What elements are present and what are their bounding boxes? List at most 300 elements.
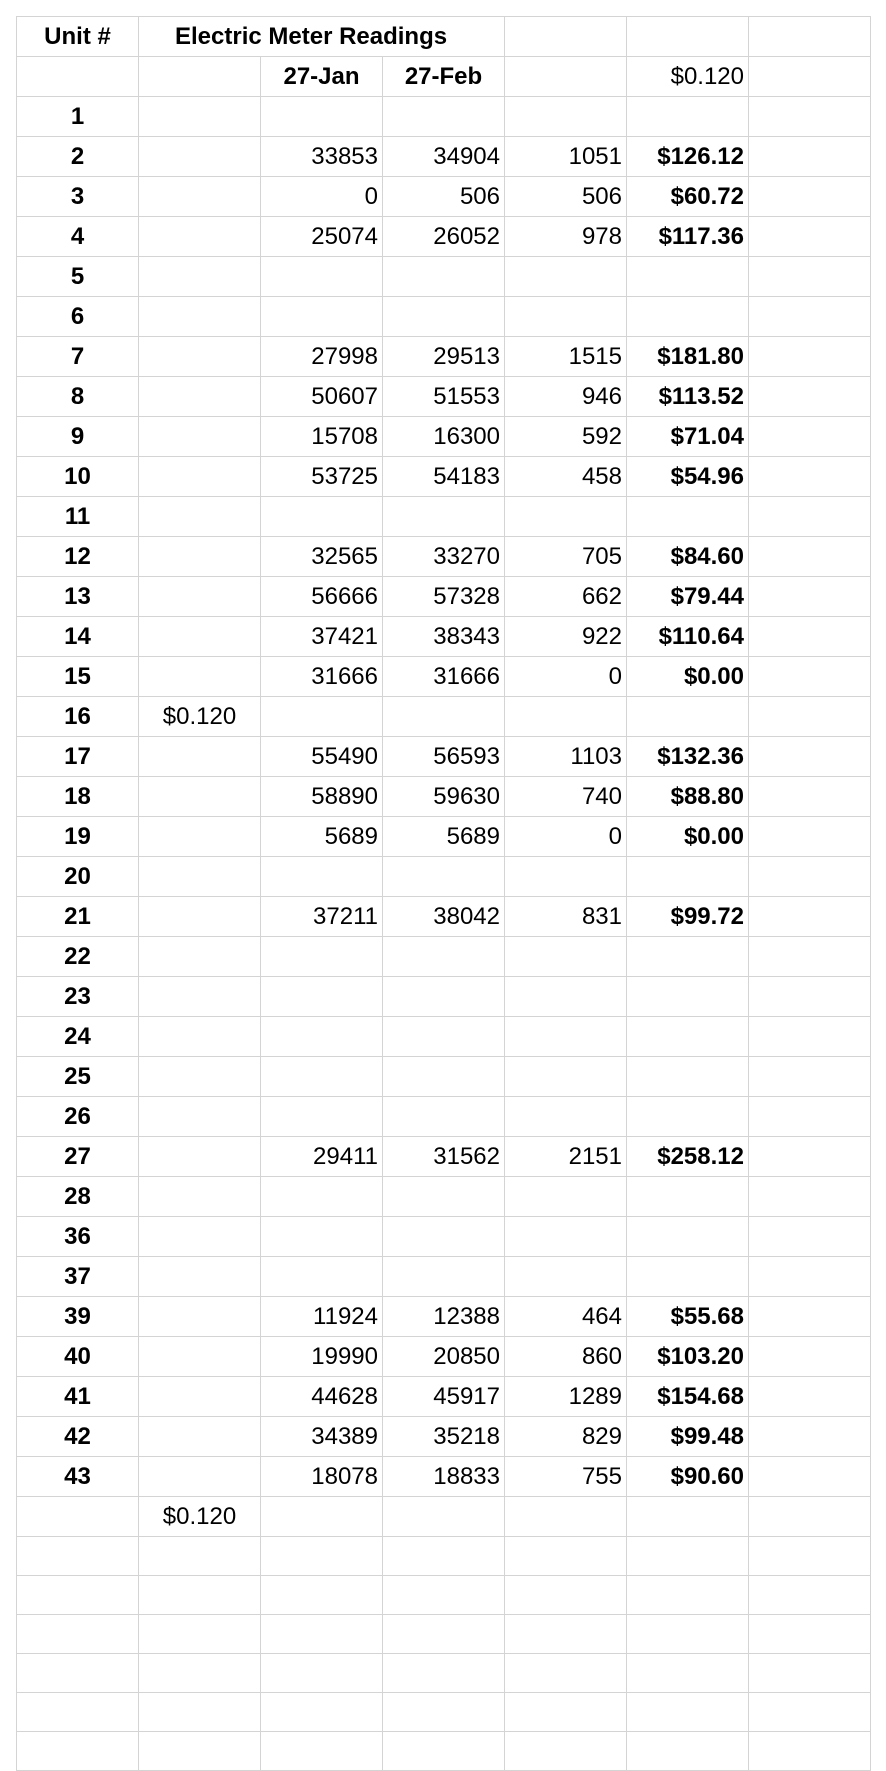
usage-kwh-cell[interactable]: 1103 <box>505 737 627 777</box>
jan-reading-cell[interactable] <box>261 1654 383 1693</box>
empty-cell[interactable] <box>749 57 871 97</box>
unit-number-cell[interactable]: 5 <box>17 257 139 297</box>
cost-cell[interactable]: $110.64 <box>627 617 749 657</box>
unit-number-cell[interactable] <box>17 1654 139 1693</box>
empty-cell[interactable] <box>749 617 871 657</box>
usage-kwh-cell[interactable] <box>505 977 627 1017</box>
usage-kwh-cell[interactable]: 506 <box>505 177 627 217</box>
rate-cell[interactable]: $0.120 <box>627 57 749 97</box>
empty-cell[interactable] <box>749 657 871 697</box>
empty-cell[interactable] <box>749 857 871 897</box>
cost-cell[interactable]: $258.12 <box>627 1137 749 1177</box>
usage-kwh-cell[interactable] <box>505 857 627 897</box>
empty-cell[interactable] <box>749 1017 871 1057</box>
empty-cell[interactable] <box>749 817 871 857</box>
rate-cell[interactable] <box>139 1576 261 1615</box>
jan-reading-cell[interactable]: 19990 <box>261 1337 383 1377</box>
cost-cell[interactable]: $99.48 <box>627 1417 749 1457</box>
unit-number-cell[interactable]: 37 <box>17 1257 139 1297</box>
jan-reading-cell[interactable]: 31666 <box>261 657 383 697</box>
rate-cell[interactable] <box>139 1654 261 1693</box>
cost-cell[interactable]: $154.68 <box>627 1377 749 1417</box>
empty-cell[interactable] <box>749 537 871 577</box>
jan-reading-cell[interactable]: 53725 <box>261 457 383 497</box>
rate-cell[interactable] <box>139 577 261 617</box>
cost-cell[interactable] <box>627 1693 749 1732</box>
usage-kwh-cell[interactable]: 978 <box>505 217 627 257</box>
unit-number-cell[interactable]: 6 <box>17 297 139 337</box>
jan-reading-cell[interactable]: 58890 <box>261 777 383 817</box>
rate-cell[interactable] <box>139 137 261 177</box>
empty-cell[interactable] <box>749 457 871 497</box>
usage-kwh-cell[interactable] <box>505 1097 627 1137</box>
unit-number-cell[interactable]: 17 <box>17 737 139 777</box>
jan-reading-cell[interactable]: 32565 <box>261 537 383 577</box>
unit-number-cell[interactable]: 15 <box>17 657 139 697</box>
usage-kwh-cell[interactable] <box>505 1057 627 1097</box>
rate-cell[interactable] <box>139 857 261 897</box>
usage-kwh-cell[interactable] <box>505 1576 627 1615</box>
unit-number-cell[interactable]: 26 <box>17 1097 139 1137</box>
unit-column-header[interactable]: Unit # <box>17 17 139 57</box>
empty-cell[interactable] <box>749 1177 871 1217</box>
rate-cell[interactable] <box>139 337 261 377</box>
empty-cell[interactable] <box>505 17 627 57</box>
jan-reading-cell[interactable]: 34389 <box>261 1417 383 1457</box>
empty-cell[interactable] <box>749 97 871 137</box>
empty-cell[interactable] <box>749 1057 871 1097</box>
empty-cell[interactable] <box>749 1137 871 1177</box>
rate-cell[interactable] <box>139 1297 261 1337</box>
rate-cell[interactable] <box>139 297 261 337</box>
rate-cell[interactable] <box>139 1693 261 1732</box>
cost-cell[interactable] <box>627 1097 749 1137</box>
usage-kwh-cell[interactable] <box>505 1177 627 1217</box>
rate-cell[interactable] <box>139 217 261 257</box>
usage-kwh-cell[interactable]: 662 <box>505 577 627 617</box>
cost-cell[interactable]: $117.36 <box>627 217 749 257</box>
cost-cell[interactable] <box>627 1017 749 1057</box>
cost-cell[interactable]: $55.68 <box>627 1297 749 1337</box>
usage-kwh-cell[interactable]: 1051 <box>505 137 627 177</box>
feb-reading-cell[interactable]: 29513 <box>383 337 505 377</box>
usage-kwh-cell[interactable] <box>505 1257 627 1297</box>
feb-reading-cell[interactable] <box>383 1732 505 1771</box>
feb-reading-cell[interactable] <box>383 1217 505 1257</box>
rate-cell[interactable] <box>139 1257 261 1297</box>
unit-number-cell[interactable]: 19 <box>17 817 139 857</box>
usage-kwh-cell[interactable]: 2151 <box>505 1137 627 1177</box>
usage-kwh-cell[interactable]: 740 <box>505 777 627 817</box>
rate-cell[interactable] <box>139 377 261 417</box>
usage-kwh-cell[interactable] <box>505 257 627 297</box>
feb-reading-cell[interactable]: 57328 <box>383 577 505 617</box>
unit-number-cell[interactable]: 25 <box>17 1057 139 1097</box>
rate-cell[interactable] <box>139 1017 261 1057</box>
empty-cell[interactable] <box>749 1257 871 1297</box>
cost-cell[interactable]: $90.60 <box>627 1457 749 1497</box>
rate-cell[interactable] <box>139 97 261 137</box>
unit-number-cell[interactable]: 14 <box>17 617 139 657</box>
unit-number-cell[interactable]: 12 <box>17 537 139 577</box>
usage-kwh-cell[interactable] <box>505 297 627 337</box>
cost-cell[interactable]: $181.80 <box>627 337 749 377</box>
jan-reading-cell[interactable] <box>261 1615 383 1654</box>
feb-reading-cell[interactable] <box>383 97 505 137</box>
cost-cell[interactable]: $88.80 <box>627 777 749 817</box>
cost-cell[interactable] <box>627 1217 749 1257</box>
feb-reading-cell[interactable]: 18833 <box>383 1457 505 1497</box>
empty-cell[interactable] <box>749 1497 871 1537</box>
feb-reading-cell[interactable]: 506 <box>383 177 505 217</box>
feb-reading-cell[interactable] <box>383 1576 505 1615</box>
usage-kwh-cell[interactable]: 0 <box>505 657 627 697</box>
jan-reading-cell[interactable]: 27998 <box>261 337 383 377</box>
empty-cell[interactable] <box>749 1576 871 1615</box>
jan-reading-cell[interactable] <box>261 1732 383 1771</box>
rate-cell[interactable] <box>139 537 261 577</box>
cost-cell[interactable] <box>627 1576 749 1615</box>
unit-number-cell[interactable]: 41 <box>17 1377 139 1417</box>
usage-kwh-cell[interactable]: 946 <box>505 377 627 417</box>
rate-cell[interactable] <box>139 817 261 857</box>
unit-number-cell[interactable]: 27 <box>17 1137 139 1177</box>
rate-cell[interactable] <box>139 1337 261 1377</box>
date1-header[interactable]: 27-Jan <box>261 57 383 97</box>
feb-reading-cell[interactable]: 5689 <box>383 817 505 857</box>
usage-kwh-cell[interactable]: 464 <box>505 1297 627 1337</box>
empty-cell[interactable] <box>749 337 871 377</box>
empty-cell[interactable] <box>749 697 871 737</box>
rate-cell[interactable] <box>139 1732 261 1771</box>
empty-cell[interactable] <box>749 497 871 537</box>
jan-reading-cell[interactable] <box>261 937 383 977</box>
empty-cell[interactable] <box>749 1097 871 1137</box>
feb-reading-cell[interactable]: 38343 <box>383 617 505 657</box>
empty-cell[interactable] <box>749 937 871 977</box>
jan-reading-cell[interactable] <box>261 1497 383 1537</box>
rate-cell[interactable] <box>139 1057 261 1097</box>
unit-number-cell[interactable]: 40 <box>17 1337 139 1377</box>
jan-reading-cell[interactable] <box>261 257 383 297</box>
unit-number-cell[interactable]: 9 <box>17 417 139 457</box>
cost-cell[interactable] <box>627 1732 749 1771</box>
usage-kwh-cell[interactable]: 0 <box>505 817 627 857</box>
rate-cell[interactable] <box>139 777 261 817</box>
unit-number-cell[interactable]: 1 <box>17 97 139 137</box>
jan-reading-cell[interactable] <box>261 1537 383 1576</box>
usage-kwh-cell[interactable] <box>505 1615 627 1654</box>
rate-cell[interactable] <box>139 617 261 657</box>
cost-cell[interactable] <box>627 1537 749 1576</box>
jan-reading-cell[interactable] <box>261 857 383 897</box>
unit-number-cell[interactable]: 23 <box>17 977 139 1017</box>
empty-cell[interactable] <box>139 57 261 97</box>
feb-reading-cell[interactable] <box>383 497 505 537</box>
jan-reading-cell[interactable] <box>261 977 383 1017</box>
empty-cell[interactable] <box>749 1417 871 1457</box>
jan-reading-cell[interactable] <box>261 1693 383 1732</box>
cost-cell[interactable] <box>627 697 749 737</box>
jan-reading-cell[interactable]: 37211 <box>261 897 383 937</box>
cost-cell[interactable] <box>627 937 749 977</box>
empty-cell[interactable] <box>749 257 871 297</box>
feb-reading-cell[interactable] <box>383 1615 505 1654</box>
cost-cell[interactable]: $71.04 <box>627 417 749 457</box>
usage-kwh-cell[interactable]: 1289 <box>505 1377 627 1417</box>
feb-reading-cell[interactable]: 31666 <box>383 657 505 697</box>
empty-cell[interactable] <box>749 577 871 617</box>
unit-number-cell[interactable] <box>17 1615 139 1654</box>
cost-cell[interactable]: $0.00 <box>627 657 749 697</box>
cost-cell[interactable] <box>627 1654 749 1693</box>
cost-cell[interactable]: $103.20 <box>627 1337 749 1377</box>
feb-reading-cell[interactable] <box>383 1057 505 1097</box>
cost-cell[interactable]: $60.72 <box>627 177 749 217</box>
rate-cell[interactable] <box>139 1537 261 1576</box>
cost-cell[interactable] <box>627 1057 749 1097</box>
feb-reading-cell[interactable]: 38042 <box>383 897 505 937</box>
unit-number-cell[interactable]: 13 <box>17 577 139 617</box>
rate-cell[interactable] <box>139 657 261 697</box>
rate-cell[interactable] <box>139 177 261 217</box>
rate-cell[interactable] <box>139 457 261 497</box>
jan-reading-cell[interactable] <box>261 1576 383 1615</box>
empty-cell[interactable] <box>749 1615 871 1654</box>
feb-reading-cell[interactable] <box>383 1537 505 1576</box>
jan-reading-cell[interactable]: 33853 <box>261 137 383 177</box>
feb-reading-cell[interactable]: 51553 <box>383 377 505 417</box>
empty-cell[interactable] <box>17 57 139 97</box>
rate-cell[interactable] <box>139 1457 261 1497</box>
jan-reading-cell[interactable] <box>261 1057 383 1097</box>
usage-kwh-cell[interactable]: 922 <box>505 617 627 657</box>
usage-kwh-cell[interactable] <box>505 1732 627 1771</box>
empty-cell[interactable] <box>749 1337 871 1377</box>
usage-kwh-cell[interactable] <box>505 1497 627 1537</box>
cost-cell[interactable]: $132.36 <box>627 737 749 777</box>
empty-cell[interactable] <box>627 17 749 57</box>
rate-cell[interactable] <box>139 1615 261 1654</box>
jan-reading-cell[interactable] <box>261 1217 383 1257</box>
cost-cell[interactable] <box>627 1257 749 1297</box>
rate-cell[interactable] <box>139 897 261 937</box>
rate-cell[interactable] <box>139 1417 261 1457</box>
cost-cell[interactable] <box>627 257 749 297</box>
unit-number-cell[interactable] <box>17 1576 139 1615</box>
rate-cell[interactable] <box>139 1137 261 1177</box>
feb-reading-cell[interactable]: 35218 <box>383 1417 505 1457</box>
usage-kwh-cell[interactable] <box>505 97 627 137</box>
empty-cell[interactable] <box>749 137 871 177</box>
unit-number-cell[interactable] <box>17 1693 139 1732</box>
jan-reading-cell[interactable]: 5689 <box>261 817 383 857</box>
feb-reading-cell[interactable]: 34904 <box>383 137 505 177</box>
feb-reading-cell[interactable] <box>383 1497 505 1537</box>
rate-cell[interactable] <box>139 497 261 537</box>
usage-kwh-cell[interactable] <box>505 1217 627 1257</box>
unit-number-cell[interactable]: 22 <box>17 937 139 977</box>
unit-number-cell[interactable]: 24 <box>17 1017 139 1057</box>
usage-kwh-cell[interactable]: 592 <box>505 417 627 457</box>
rate-cell[interactable]: $0.120 <box>139 1497 261 1537</box>
usage-kwh-cell[interactable]: 705 <box>505 537 627 577</box>
usage-kwh-cell[interactable] <box>505 1654 627 1693</box>
rate-cell[interactable] <box>139 257 261 297</box>
feb-reading-cell[interactable]: 16300 <box>383 417 505 457</box>
cost-cell[interactable] <box>627 1497 749 1537</box>
unit-number-cell[interactable]: 4 <box>17 217 139 257</box>
cost-cell[interactable]: $84.60 <box>627 537 749 577</box>
unit-number-cell[interactable]: 28 <box>17 1177 139 1217</box>
unit-number-cell[interactable] <box>17 1537 139 1576</box>
sheet-title[interactable]: Electric Meter Readings <box>139 17 505 57</box>
empty-cell[interactable] <box>749 977 871 1017</box>
jan-reading-cell[interactable]: 15708 <box>261 417 383 457</box>
jan-reading-cell[interactable]: 11924 <box>261 1297 383 1337</box>
date2-header[interactable]: 27-Feb <box>383 57 505 97</box>
usage-kwh-cell[interactable]: 831 <box>505 897 627 937</box>
cost-cell[interactable] <box>627 1177 749 1217</box>
cost-cell[interactable] <box>627 1615 749 1654</box>
empty-cell[interactable] <box>749 417 871 457</box>
unit-number-cell[interactable]: 20 <box>17 857 139 897</box>
jan-reading-cell[interactable]: 25074 <box>261 217 383 257</box>
empty-cell[interactable] <box>749 897 871 937</box>
empty-cell[interactable] <box>749 1693 871 1732</box>
feb-reading-cell[interactable]: 33270 <box>383 537 505 577</box>
rate-cell[interactable] <box>139 417 261 457</box>
usage-kwh-cell[interactable] <box>505 937 627 977</box>
usage-kwh-cell[interactable] <box>505 1537 627 1576</box>
unit-number-cell[interactable]: 39 <box>17 1297 139 1337</box>
unit-number-cell[interactable]: 7 <box>17 337 139 377</box>
cost-cell[interactable]: $113.52 <box>627 377 749 417</box>
usage-kwh-cell[interactable]: 829 <box>505 1417 627 1457</box>
cost-cell[interactable]: $79.44 <box>627 577 749 617</box>
feb-reading-cell[interactable] <box>383 257 505 297</box>
rate-cell[interactable] <box>139 1217 261 1257</box>
jan-reading-cell[interactable]: 37421 <box>261 617 383 657</box>
empty-cell[interactable] <box>749 1457 871 1497</box>
rate-cell[interactable] <box>139 977 261 1017</box>
unit-number-cell[interactable]: 18 <box>17 777 139 817</box>
feb-reading-cell[interactable] <box>383 1177 505 1217</box>
jan-reading-cell[interactable] <box>261 1017 383 1057</box>
feb-reading-cell[interactable]: 12388 <box>383 1297 505 1337</box>
feb-reading-cell[interactable]: 59630 <box>383 777 505 817</box>
feb-reading-cell[interactable]: 54183 <box>383 457 505 497</box>
jan-reading-cell[interactable] <box>261 97 383 137</box>
usage-kwh-cell[interactable]: 458 <box>505 457 627 497</box>
feb-reading-cell[interactable] <box>383 1693 505 1732</box>
empty-cell[interactable] <box>749 1297 871 1337</box>
usage-kwh-cell[interactable]: 1515 <box>505 337 627 377</box>
jan-reading-cell[interactable] <box>261 1257 383 1297</box>
rate-cell[interactable] <box>139 1177 261 1217</box>
jan-reading-cell[interactable] <box>261 697 383 737</box>
usage-kwh-cell[interactable]: 755 <box>505 1457 627 1497</box>
unit-number-cell[interactable]: 16 <box>17 697 139 737</box>
empty-cell[interactable] <box>749 737 871 777</box>
feb-reading-cell[interactable]: 26052 <box>383 217 505 257</box>
usage-kwh-cell[interactable] <box>505 697 627 737</box>
jan-reading-cell[interactable]: 44628 <box>261 1377 383 1417</box>
jan-reading-cell[interactable] <box>261 297 383 337</box>
cost-cell[interactable] <box>627 297 749 337</box>
empty-cell[interactable] <box>505 57 627 97</box>
empty-cell[interactable] <box>749 1537 871 1576</box>
feb-reading-cell[interactable] <box>383 1654 505 1693</box>
empty-cell[interactable] <box>749 777 871 817</box>
feb-reading-cell[interactable]: 20850 <box>383 1337 505 1377</box>
empty-cell[interactable] <box>749 217 871 257</box>
feb-reading-cell[interactable] <box>383 1017 505 1057</box>
empty-cell[interactable] <box>749 1654 871 1693</box>
unit-number-cell[interactable] <box>17 1732 139 1771</box>
feb-reading-cell[interactable] <box>383 297 505 337</box>
unit-number-cell[interactable]: 2 <box>17 137 139 177</box>
cost-cell[interactable] <box>627 857 749 897</box>
usage-kwh-cell[interactable] <box>505 1017 627 1057</box>
rate-cell[interactable] <box>139 1097 261 1137</box>
feb-reading-cell[interactable]: 31562 <box>383 1137 505 1177</box>
cost-cell[interactable] <box>627 97 749 137</box>
feb-reading-cell[interactable] <box>383 977 505 1017</box>
feb-reading-cell[interactable] <box>383 1097 505 1137</box>
cost-cell[interactable] <box>627 497 749 537</box>
empty-cell[interactable] <box>749 1217 871 1257</box>
unit-number-cell[interactable]: 10 <box>17 457 139 497</box>
jan-reading-cell[interactable]: 55490 <box>261 737 383 777</box>
unit-number-cell[interactable]: 8 <box>17 377 139 417</box>
feb-reading-cell[interactable] <box>383 697 505 737</box>
empty-cell[interactable] <box>749 1732 871 1771</box>
unit-number-cell[interactable]: 3 <box>17 177 139 217</box>
jan-reading-cell[interactable]: 50607 <box>261 377 383 417</box>
feb-reading-cell[interactable]: 45917 <box>383 1377 505 1417</box>
jan-reading-cell[interactable] <box>261 1177 383 1217</box>
jan-reading-cell[interactable] <box>261 1097 383 1137</box>
jan-reading-cell[interactable]: 0 <box>261 177 383 217</box>
unit-number-cell[interactable]: 21 <box>17 897 139 937</box>
feb-reading-cell[interactable]: 56593 <box>383 737 505 777</box>
unit-number-cell[interactable] <box>17 1497 139 1537</box>
feb-reading-cell[interactable] <box>383 937 505 977</box>
rate-cell[interactable] <box>139 937 261 977</box>
unit-number-cell[interactable]: 36 <box>17 1217 139 1257</box>
usage-kwh-cell[interactable]: 860 <box>505 1337 627 1377</box>
rate-cell[interactable]: $0.120 <box>139 697 261 737</box>
cost-cell[interactable]: $0.00 <box>627 817 749 857</box>
jan-reading-cell[interactable]: 56666 <box>261 577 383 617</box>
jan-reading-cell[interactable]: 18078 <box>261 1457 383 1497</box>
empty-cell[interactable] <box>749 377 871 417</box>
jan-reading-cell[interactable]: 29411 <box>261 1137 383 1177</box>
rate-cell[interactable] <box>139 1377 261 1417</box>
cost-cell[interactable]: $54.96 <box>627 457 749 497</box>
usage-kwh-cell[interactable] <box>505 1693 627 1732</box>
unit-number-cell[interactable]: 43 <box>17 1457 139 1497</box>
empty-cell[interactable] <box>749 177 871 217</box>
empty-cell[interactable] <box>749 17 871 57</box>
empty-cell[interactable] <box>749 297 871 337</box>
feb-reading-cell[interactable] <box>383 1257 505 1297</box>
cost-cell[interactable] <box>627 977 749 1017</box>
cost-cell[interactable]: $126.12 <box>627 137 749 177</box>
usage-kwh-cell[interactable] <box>505 497 627 537</box>
feb-reading-cell[interactable] <box>383 857 505 897</box>
